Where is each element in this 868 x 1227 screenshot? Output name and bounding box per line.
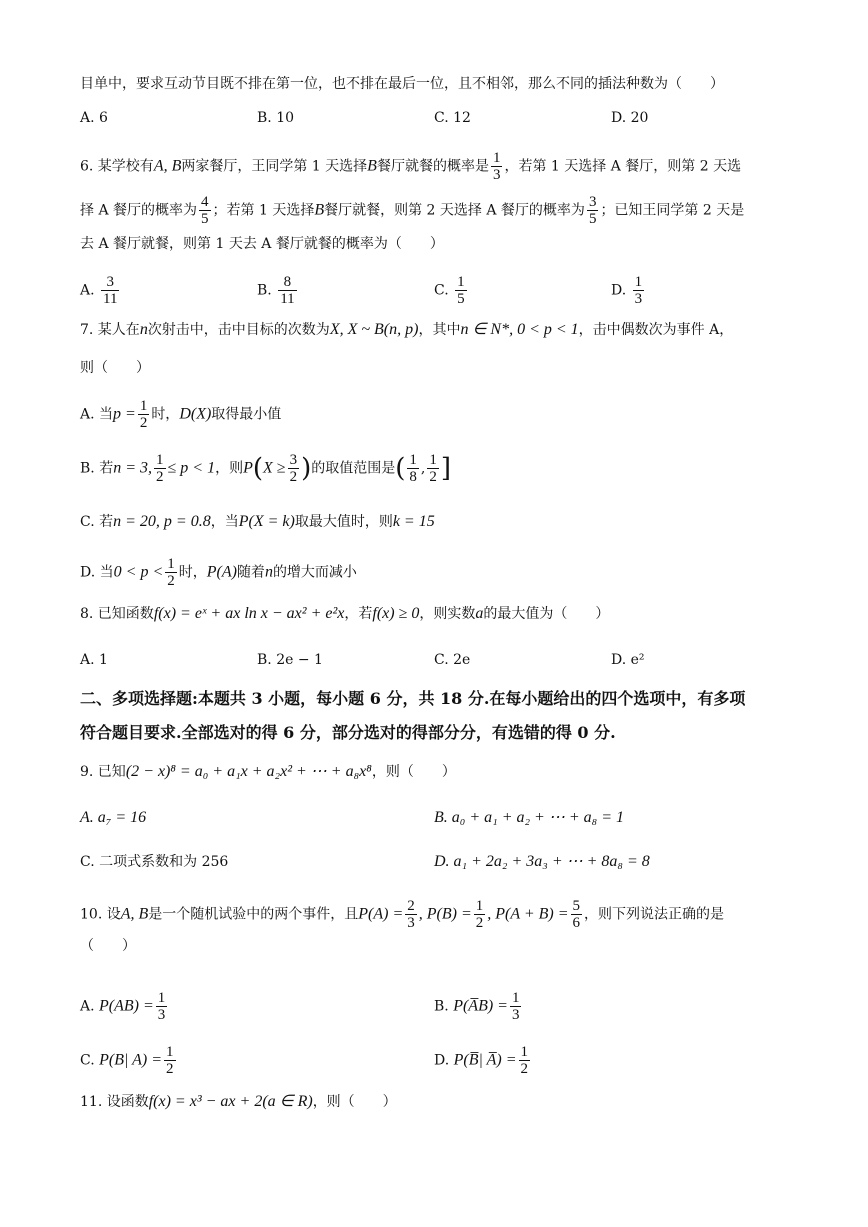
q6-text: 择 A 餐厅的概率为 (80, 202, 198, 219)
q6-text: 餐厅就餐的概率是 (376, 158, 489, 175)
q5-option-a: A. 6 (80, 110, 108, 126)
q7-option-a: A. 当p = $\frac{1}{2}$ 时，D(X)取得最小值 (80, 398, 282, 431)
q7-option-c: C. 若n = 20, p = 0.8，当P(X = k)取最大值时，则k = 15 (80, 513, 435, 530)
q10-option-d: D. P(B̅| A̅) = $\frac{1}{2}$ (434, 1044, 529, 1077)
q8-option-a: A. 1 (80, 652, 108, 668)
q7-option-b: B. 若n = 3, $\frac{1}{2}$ ≤ p < 1，则P(X ≥ $\frac{3}{2}$ )的取值范围是( $\frac{1}{8}$ , $\frac{1}{2}$ ] (80, 452, 451, 485)
q6-fraction: $\frac{4}{5}$ (201, 194, 209, 227)
q5-option-c: C. 12 (434, 110, 471, 126)
q9-option-d: D. a₁ + 2a₂ + 3a₃ + ⋯ + 8a₈ = 8 (434, 853, 650, 870)
q10-option-b: B. P(A̅B) = $\frac{1}{3}$ (434, 990, 520, 1023)
q9-option-b: B. a₀ + a₁ + a₂ + ⋯ + a₈ = 1 (434, 809, 625, 826)
q7-line2: 则（ ） (80, 360, 150, 376)
q7-option-d: D. 当0 < p < $\frac{1}{2}$ 时，P(A)随着n的增大而减小 (80, 556, 357, 589)
q6-text: 两家餐厅，王同学第 1 天选择 (181, 158, 368, 175)
q10-option-a: A. P(AB) = $\frac{1}{3}$ (80, 990, 166, 1023)
q6-option-c: C. $\frac{1}{5}$ (434, 274, 465, 307)
q6-line2 (80, 194, 808, 227)
q6-text: ；已知王同学第 2 天是 (600, 202, 745, 219)
q5-option-d: D. 20 (611, 110, 649, 126)
q6-fraction: $\frac{1}{3}$ (492, 150, 501, 183)
q11-stem: 11. 设函数f(x) = x³ − ax + 2(a ∈ R)，则（ ） (80, 1093, 397, 1110)
q6-text: ；若第 1 天选择 (212, 202, 315, 219)
q6-math: A, B (153, 157, 182, 175)
q8-option-d: D. e² (611, 652, 645, 668)
q6-text: 6. 某学校有 (80, 158, 154, 175)
q5-option-b: B. 10 (257, 110, 295, 126)
section2-line1: 二、多项选择题:本题共 3 小题，每小题 6 分，共 18 分.在每小题给出的四个选项中，有多项 (80, 689, 746, 708)
q6-option-a: A. $\frac{3}{11}$ (80, 274, 118, 307)
q7-line1: 7. 某人在n次射击中，击中目标的次数为X, X ~ B(n, p)，其中n ∈ N*, 0 < p < 1，击中偶数次为事件 A， (80, 321, 734, 338)
q5-tail: 目单中，要求互动节目既不排在第一位，也不排在最后一位，且不相邻，那么不同的插法种数为（ ） (80, 76, 724, 92)
q6-option-d: D. $\frac{1}{3}$ (611, 274, 643, 307)
q9-option-a: A. a₇ = 16 (80, 809, 147, 826)
q6-math: B (314, 201, 325, 219)
q6-text: ，若第 1 天选择 A 餐厅，则第 2 天选 (504, 158, 742, 175)
q6-option-b: B. $\frac{8}{11}$ (257, 274, 295, 307)
q6-fraction: $\frac{3}{5}$ (588, 194, 597, 227)
q8-option-c: C. 2e (434, 652, 471, 668)
q6-line1 (80, 150, 808, 183)
q8-option-b: B. 2e − 1 (257, 652, 323, 668)
q10-option-c: C. P(B| A) = $\frac{1}{2}$ (80, 1044, 174, 1077)
q10-stem: 10. 设A, B是一个随机试验中的两个事件，且P(A) = $\frac{2}{3}$ , P(B) = $\frac{1}{2}$ , P(A + B) = $\frac{5}{6}$ ，则下列说法正确的是 (80, 898, 725, 931)
q9-stem: 9. 已知(2 − x)⁸ = a₀ + a₁x + a₂x² + ⋯ + a₈x⁸，则（ ） (80, 763, 456, 780)
q8-stem: 8. 已知函数f(x) = eˣ + ax ln x − ax² + e²x，若f(x) ≥ 0，则实数a的最大值为（ ） (80, 605, 610, 622)
q6-text: 餐厅就餐，则第 2 天选择 A 餐厅的概率为 (324, 202, 585, 219)
q10-line2: （ ） (80, 938, 136, 954)
q6-line3: 去 A 餐厅就餐，则第 1 天去 A 餐厅就餐的概率为（ ） (80, 236, 444, 252)
q9-option-c: C. 二项式系数和为 256 (80, 854, 229, 870)
section2-line2: 符合题目要求.全部选对的得 6 分，部分选对的得部分分，有选错的得 0 分. (80, 723, 616, 742)
q6-math: B (367, 157, 377, 175)
